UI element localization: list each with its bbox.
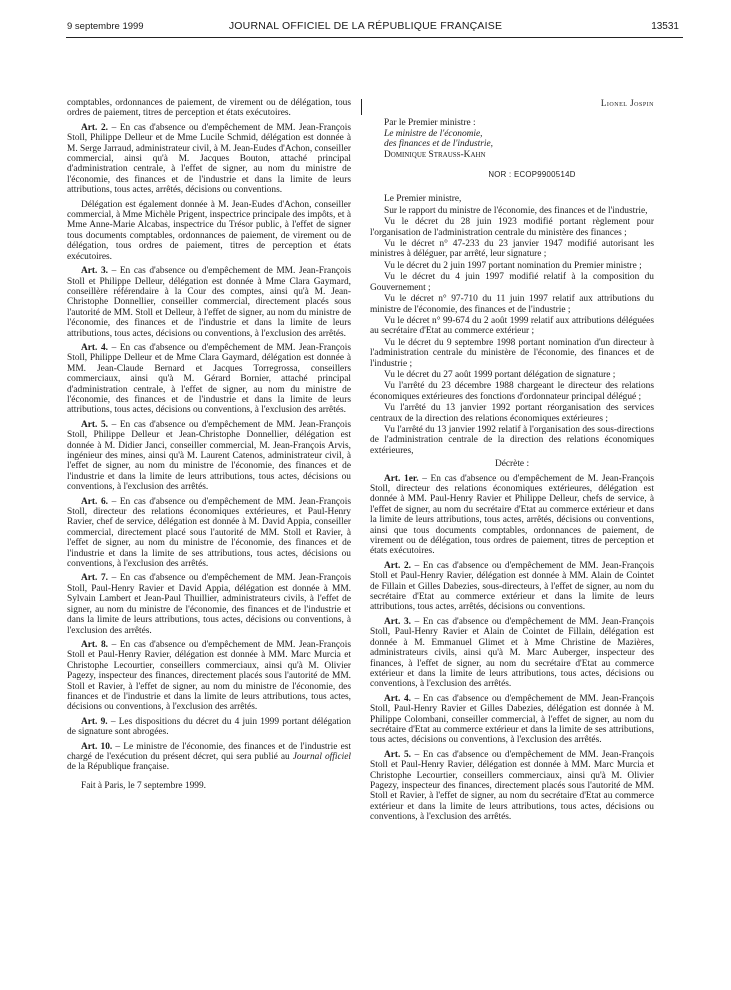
article-number: Art. 5. <box>81 419 108 430</box>
article-number: Art. 1er. <box>384 473 419 484</box>
preamble-line: Vu le décret du 4 juin 1997 modifié relatif à la composition du Gouvernement ; <box>370 272 654 293</box>
par-le-premier-ministre: Par le Premier ministre : <box>384 118 476 129</box>
preamble-line: Vu le décret du 2 juin 1997 portant nomination du Premier ministre ; <box>384 260 642 271</box>
page-header <box>0 0 731 40</box>
article <box>67 123 351 196</box>
minister-name: Dominique Strauss-Kahn <box>384 149 486 160</box>
article-text: – En cas d'absence ou d'empêchement de MM. Jean-François Stoll et Paul-Henry Ravier, délégation est donnée à MM. Marc Murcia et Christophe Lecourtier, conseillers commerciaux, ainsi qu'à M. Olivier Pagezy, inspecteur des finances, directement placés sous l'autorité de MM. Stoll et Ravier, à l'effet de signer, au nom du ministre de l'économie, des finances et de l'industrie et dans la limite de leurs attributions, tous actes, décisions ou conventions, à l'exclusion des arrêtés. <box>67 639 351 713</box>
article <box>67 640 351 713</box>
nor-reference: NOR : ECOP9900514D <box>488 170 576 180</box>
article <box>370 750 654 823</box>
left-articles <box>67 123 351 738</box>
article-number: Art. 8. <box>81 639 108 650</box>
article-text: – Les dispositions du décret du 4 juin 1999 portant délégation de signature sont abrogées. <box>67 716 351 738</box>
article <box>67 717 351 738</box>
article-number: Art. 6. <box>81 496 108 507</box>
preamble-line: Vu le décret n° 97-710 du 11 juin 1997 relatif aux attributions du ministre de l'économie, des finances et de l'industrie ; <box>370 294 654 315</box>
article-number: Art. 3. <box>384 616 411 627</box>
article-text: – En cas d'absence ou d'empêchement de MM. Jean-François Stoll, Paul-Henry Ravier et Gilles Dabezies, délégation est donnée à M. Philippe Colombani, conseiller commercial, à l'effet de signer, au nom du secrétaire d'Etat au commerce extérieur et dans la limite de ses attributions, tous actes, décisions ou conventions, à l'exclusion des arrêtés. <box>370 693 654 746</box>
article-number: Art. 9. <box>81 716 108 727</box>
preamble-line: Vu le décret n° 99-674 du 2 août 1999 relatif aux attributions déléguées au secrétaire d'Etat au commerce extérieur ; <box>370 315 654 337</box>
article <box>67 420 351 493</box>
continued-paragraph: comptables, ordonnances de paiement, de virement ou de délégation, tous ordres de paiement, titres de perception et états exécutoires. <box>67 98 351 119</box>
article-text: – En cas d'absence ou d'empêchement de MM. Jean-François Stoll et Paul-Henry Ravier, délégation est donnée à MM. Alain de Cointet de Fillain et Gilles Dabezies, sous-directeurs, à l'effet de signer, au nom du secrétaire d'Etat au commerce extérieur et dans la limite de leurs attributions, tous actes, arrêtés, décisions ou conventions. <box>370 560 654 613</box>
article-number: Art. 10. <box>81 741 113 752</box>
article <box>370 474 654 557</box>
article-number: Art. 3. <box>81 266 108 277</box>
right-articles <box>370 474 654 823</box>
article-text: – En cas d'absence ou d'empêchement de MM. Jean-François Stoll et Philippe Delleur, délégation est donnée à Mme Clara Gaymard, conseillère référendaire à la Cour des comptes, ainsi qu'à M. Jean-Christophe Donnellier, conseiller commercial, directement placés sous l'autorité de MM. Stoll et Delleur, à l'effet de signer, au nom du ministre de l'économie, des finances et de l'industrie et dans la limite de leurs attributions, tous actes, décisions ou conventions, à l'exclusion des arrêtés. <box>67 266 351 339</box>
preamble-line: Vu le décret du 9 septembre 1998 portant nomination d'un directeur à l'administration centrale du ministère de l'économie, des finances et de l'industrie ; <box>370 337 654 369</box>
preamble-line: Vu l'arrêté du 23 décembre 1988 chargeant le directeur des relations économiques extérieures des fonctions d'ordonnateur principal délégué ; <box>370 381 654 402</box>
article <box>67 497 351 570</box>
issue-date: 9 septembre 1999 <box>67 21 144 32</box>
article <box>370 561 654 613</box>
article-text: – En cas d'absence ou d'empêchement de MM. Jean-François Stoll, Paul-Henry Ravier et David Appia, délégation est donnée à MM. Sylvain Lambert et Jean-Paul Thuillier, administrateurs civils, à l'effet de signer, au nom du ministre de l'économie, des finances et de l'industrie et dans la limite de leurs attributions, tous actes, décisions ou conventions, à l'exclusion des arrêtés. <box>67 573 351 636</box>
article-number: Art. 2. <box>81 122 108 133</box>
article-number: Art. 4. <box>81 342 108 353</box>
article <box>67 573 351 635</box>
column-divider <box>361 99 362 115</box>
article <box>67 200 351 262</box>
article-text: – En cas d'absence ou d'empêchement de MM. Jean-François Stoll, Paul-Henry Ravier et Alain de Cointet de Fillain, délégation est donnée à M. Emmanuel Glimet et à Mme Christine de Mazières, administrateurs civils, ainsi qu'à M. Marc Auberger, inspecteur des finances, à l'effet de signer, au nom du secrétaire d'Etat au commerce extérieur et dans la limite de leurs attributions, tous actes, décisions ou conventions, à l'exclusion des arrêtés. <box>370 616 654 690</box>
minister-title-1: Le ministre de l'économie, <box>384 128 483 139</box>
article <box>67 343 351 416</box>
article <box>370 694 654 746</box>
right-column <box>370 98 654 827</box>
minister-title-2: des finances et de l'industrie, <box>384 139 494 150</box>
left-column <box>67 98 351 795</box>
article <box>67 266 351 339</box>
article-number: Art. 5. <box>384 749 411 760</box>
article-text: – En cas d'absence ou d'empêchement de MM. Jean-François Stoll et Paul-Henry Ravier, délégation est donnée à MM. Marc Murcia et Christophe Lecourtier, conseillers commerciaux, ainsi qu'à M. Olivier Pagezy, inspecteur des finances, directement placés sous l'autorité de MM. Stoll et Ravier, à l'effet de signer, au nom du secrétaire d'Etat au commerce extérieur et dans la limite de leurs attributions, tous actes, décisions ou conventions, à l'exclusion des arrêtés. <box>370 749 654 823</box>
journal-title: JOURNAL OFFICIEL DE LA RÉPUBLIQUE FRANÇAISE <box>228 20 503 32</box>
preamble-line: Sur le rapport du ministre de l'économie, des finances et de l'industrie, <box>384 205 648 216</box>
page-number: 13531 <box>651 21 679 32</box>
article-text: – Le ministre de l'économie, des finances et de l'industrie est chargé de l'exécution du présent décret, qui sera publié au <box>67 741 351 762</box>
preamble-line: Le Premier ministre, <box>384 194 462 205</box>
preamble-line: Vu l'arrêté du 13 janvier 1992 portant réorganisation des services centraux de la direction des relations économiques extérieures ; <box>370 403 654 424</box>
preamble-line: Vu l'arrêté du 13 janvier 1992 relatif à l'organisation des sous-directions de l'administration centrale de la direction des relations économiques extérieures, <box>370 424 654 456</box>
preamble-line: Vu le décret n° 47-233 du 23 janvier 1947 modifié autorisant les ministres à déléguer, par arrêté, leur signature ; <box>370 239 654 260</box>
article <box>370 617 654 690</box>
signer-name: Lionel Jospin <box>600 98 654 108</box>
article-text: Délégation est également donnée à M. Jean-Eudes d'Achon, conseiller commercial, à Mme Michèle Prigent, inspectrice principale des impôts, et à Mme Anne-Marie Alcabas, inspectrice du Trésor public, à l'effet de signer tous documents comptables, ordonnances de paiement, de virement ou de délégation, tous ordres de paiement, titres de perception et états exécutoires. <box>67 199 351 262</box>
journal-name: Journal officiel <box>292 751 351 762</box>
decrete-heading: Décrète : <box>494 459 530 470</box>
article-text: – En cas d'absence ou d'empêchement de MM. Jean-François Stoll, directeur des relations économiques extérieures, et Paul-Henry Ravier, chef de service, délégation est donnée à M. David Appia, conseiller commercial, directement placé sous l'autorité de MM. Stoll et Ravier, à l'effet de signer, au nom du ministre de l'économie, des finances et de l'industrie et dans la limite de ses attributions, tous actes, décisions ou conventions, à l'exclusion des arrêtés. <box>67 496 351 570</box>
header-rule <box>66 37 683 38</box>
article-text: – En cas d'absence ou d'empêchement de MM. Jean-François Stoll, Philippe Delleur et Jean-Christophe Donnellier, délégation est donnée à M. Didier Janci, conseiller commercial, M. Jean-François Arvis, ingénieur des mines, ainsi qu'à M. Laurent Catenos, administrateur civil, à l'effet de signer, au nom du ministre de l'économie, des finances et de l'industrie et dans la limite de leurs attributions, tous actes, décisions ou conventions, à l'exclusion des arrêtés. <box>67 419 351 493</box>
article-number: Art. 2. <box>384 560 411 571</box>
preamble-line: Vu le décret du 28 juin 1923 modifié portant règlement pour l'organisation de l'administration centrale du ministère des finances ; <box>370 217 654 238</box>
article-text-end: de la République française. <box>67 762 170 773</box>
preamble-line: Vu le décret du 27 août 1999 portant délégation de signature ; <box>384 369 616 380</box>
signature-date: Fait à Paris, le 7 septembre 1999. <box>81 780 206 791</box>
article-text: – En cas d'absence ou d'empêchement de MM. Jean-François Stoll, Philippe Delleur et de Mme Clara Gaymard, délégation est donnée à MM. Jean-Claude Bernard et Jacques Torregrossa, conseillers commerciaux, ainsi qu'à M. Gérard Bornier, attaché principal d'administration centrale, à l'effet de signer, au nom du ministre de l'économie, des finances et de l'industrie et dans la limite de leurs attributions, tous actes, décisions ou conventions, à l'exclusion des arrêtés. <box>67 342 351 416</box>
article-text: – En cas d'absence ou d'empêchement de MM. Jean-François Stoll, Philippe Delleur et de Mme Lucile Schmid, délégation est donnée à M. Serge Jarraud, administrateur civil, à M. Jean-Eudes d'Achon, conseiller commercial, ainsi qu'à M. Jacques Bouton, attaché principal d'administration centrale, à l'effet de signer, au nom du ministre de l'économie, des finances et de l'industrie et dans la limite de leurs attributions, tous actes, arrêtés, décisions ou conventions. <box>67 122 351 196</box>
article-text: – En cas d'absence ou d'empêchement de M. Jean-François Stoll, directeur des relations économiques extérieures, délégation est donnée à MM. Paul-Henry Ravier et Philippe Delleur, chefs de service, à l'effet de signer, au nom du secrétaire d'Etat au commerce extérieur et dans la limite de leurs attributions, tous actes, arrêtés, décisions ou conventions, ainsi que tous documents comptables, ordonnances de paiement, de virement ou de délégation, tous ordres de paiement, titres de perception et états exécutoires. <box>370 473 654 557</box>
article-number: Art. 4. <box>384 693 411 704</box>
preamble <box>370 194 654 456</box>
article-number: Art. 7. <box>81 573 108 584</box>
article-10 <box>67 742 351 773</box>
